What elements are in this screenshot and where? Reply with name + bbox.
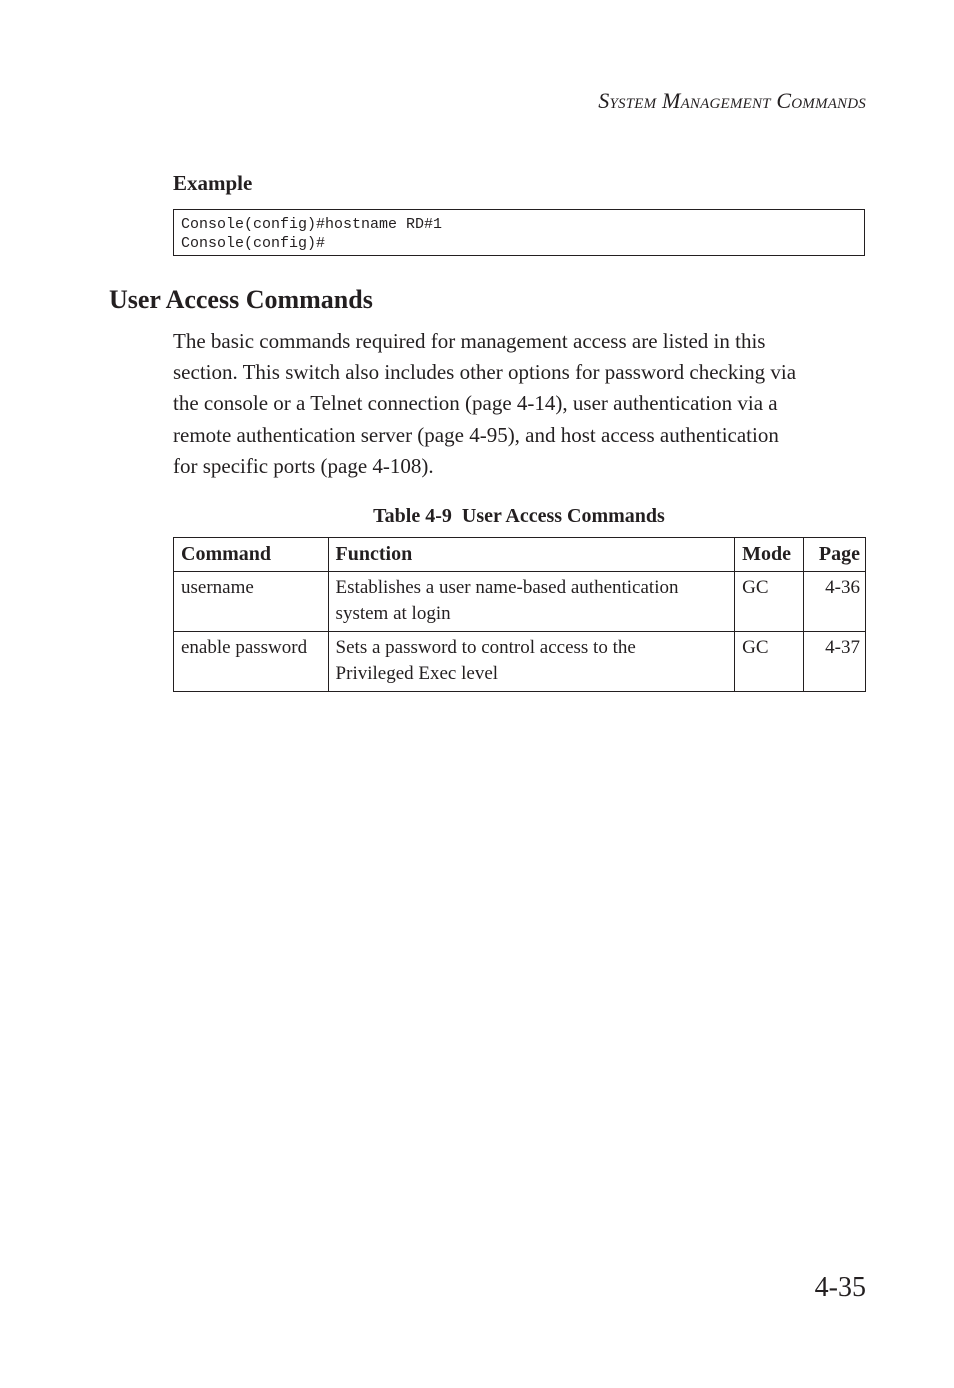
section-heading: User Access Commands — [109, 285, 373, 314]
section-paragraph — [173, 326, 865, 482]
function-line: Sets a password to control access to the — [335, 637, 636, 658]
page-cell: 4-37 — [804, 632, 866, 692]
user-access-commands-table — [173, 537, 866, 692]
page-cell: 4-36 — [804, 572, 866, 632]
function-cell — [328, 632, 735, 692]
paragraph-line: The basic commands required for management access are listed in this — [173, 329, 766, 353]
column-header-page: Page — [804, 538, 866, 572]
mode-cell: GC — [735, 572, 804, 632]
table-row — [174, 632, 866, 692]
example-label: Example — [173, 171, 253, 195]
command-cell: username — [174, 572, 329, 632]
page-number: 4-35 — [814, 1272, 866, 1303]
function-cell — [328, 572, 735, 632]
paragraph-line: remote authentication server (page 4-95), and host access authentication — [173, 422, 779, 447]
paragraph-line: section. This switch also includes other options for password checking via — [173, 360, 797, 385]
running-header: System Management Commands — [598, 88, 866, 113]
mode-cell: GC — [735, 632, 804, 692]
table-row — [174, 572, 866, 632]
paragraph-line: for specific ports (page 4-108). — [173, 453, 434, 478]
code-line: Console(config)# — [181, 235, 326, 252]
function-line: Privileged Exec level — [335, 663, 499, 684]
function-line: Establishes a user name-based authentication — [335, 577, 679, 598]
column-header-function: Function — [328, 538, 735, 572]
table-caption: Table 4-9 User Access Commands — [373, 505, 665, 527]
table-header-row — [174, 538, 866, 572]
code-example-box — [173, 209, 865, 256]
function-line: system at login — [335, 603, 451, 624]
paragraph-line: the console or a Telnet connection (page 4-14), user authentication via a — [173, 391, 778, 416]
code-line: Console(config)#hostname RD#1 — [181, 216, 443, 233]
command-cell: enable password — [174, 632, 329, 692]
column-header-mode: Mode — [735, 538, 804, 572]
column-header-command: Command — [174, 538, 329, 572]
